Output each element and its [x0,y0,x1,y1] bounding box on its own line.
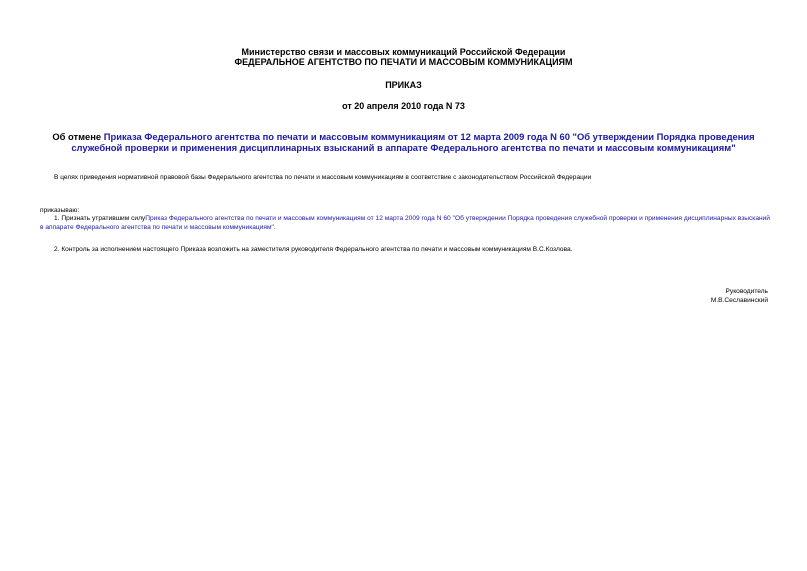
signatory-name: М.В.Сеславинский [710,297,768,304]
item-1-suffix: . [273,224,276,231]
item-1-document-link[interactable]: Приказ Федерального агентства по печати и массовым коммуникациям от 12 марта 2009 года N 60 "Об утверждении Порядка проведения служебной проверки и применения дисциплинарных взысканий в аппарате Федерального агентства по печати и массовым коммуникациям" [40,215,770,231]
document-type: ПРИКАЗ [385,80,422,90]
agency-name: ФЕДЕРАЛЬНОЕ АГЕНТСТВО ПО ПЕЧАТИ И МАССОВЫМ КОММУНИКАЦИЯМ [234,57,573,67]
document-date-number: от 20 апреля 2010 года N 73 [342,101,465,111]
signature-block [711,287,768,305]
intro-paragraph: В целях приведения нормативной правовой базы Федерального агентства по печати и массовым коммуникациям в соответствие с законодательством Российской Федерации [54,174,592,181]
ministry-name: Министерство связи и массовых коммуникаций Российской Федерации [241,47,566,57]
title-prefix: Об отмене [52,131,104,142]
item-2-paragraph: 2. Контроль за исполнением настоящего Приказа возложить на заместителя руководителя Федерального агентства по печати и массовым коммуникациям В.С.Козлова. [54,246,573,253]
document-title [40,131,767,153]
item-1-prefix: 1. Признать утратившим силу [54,215,146,222]
item-1-paragraph [40,214,770,232]
decree-word: приказываю: [40,207,80,214]
signatory-position: Руководитель [725,288,768,295]
title-document-link[interactable]: Приказа Федерального агентства по печати и массовым коммуникациям от 12 марта 2009 года N 60 "Об утверждении Порядка проведения служебной проверки и применения дисциплинарных взысканий в аппарате Федерального агентства по печати и массовым коммуникациям" [71,131,755,153]
